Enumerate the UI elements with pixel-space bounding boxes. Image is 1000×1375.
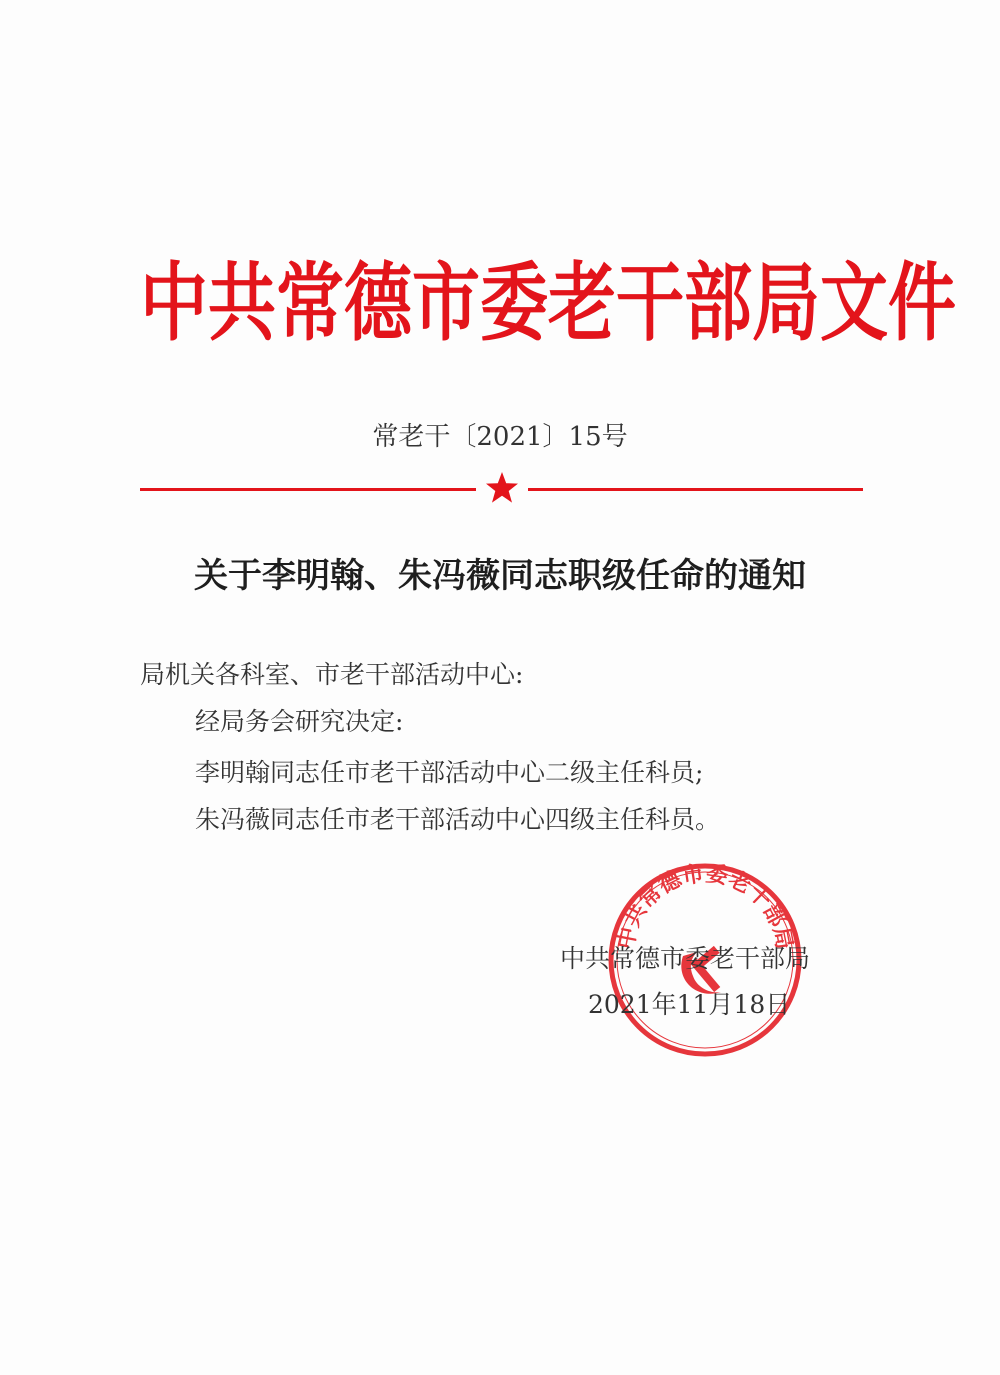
body-paragraph: 李明翰同志任市老干部活动中心二级主任科员; [195, 758, 704, 787]
red-divider-left [140, 488, 476, 491]
svg-text:中共常德市委老干部局 [613, 862, 797, 952]
notice-title: 关于李明翰、朱冯薇同志职级任命的通知 [194, 556, 806, 596]
body-paragraph: 经局务会研究决定: [195, 707, 404, 736]
document-number: 常老干〔2021〕15号 [372, 422, 628, 452]
seal-text: 中共常德市委老干部局 [613, 861, 797, 952]
issuer-signature: 中共常德市委老干部局 [560, 944, 811, 973]
red-divider-right [528, 488, 863, 491]
star-icon [484, 470, 520, 506]
document-header-title: 中共常德市委老干部局文件 [140, 255, 957, 354]
recipients-line: 局机关各科室、市老干部活动中心: [140, 660, 524, 689]
body-paragraph: 朱冯薇同志任市老干部活动中心四级主任科员。 [195, 805, 721, 834]
issue-date: 2021年11月18日 [588, 990, 791, 1019]
